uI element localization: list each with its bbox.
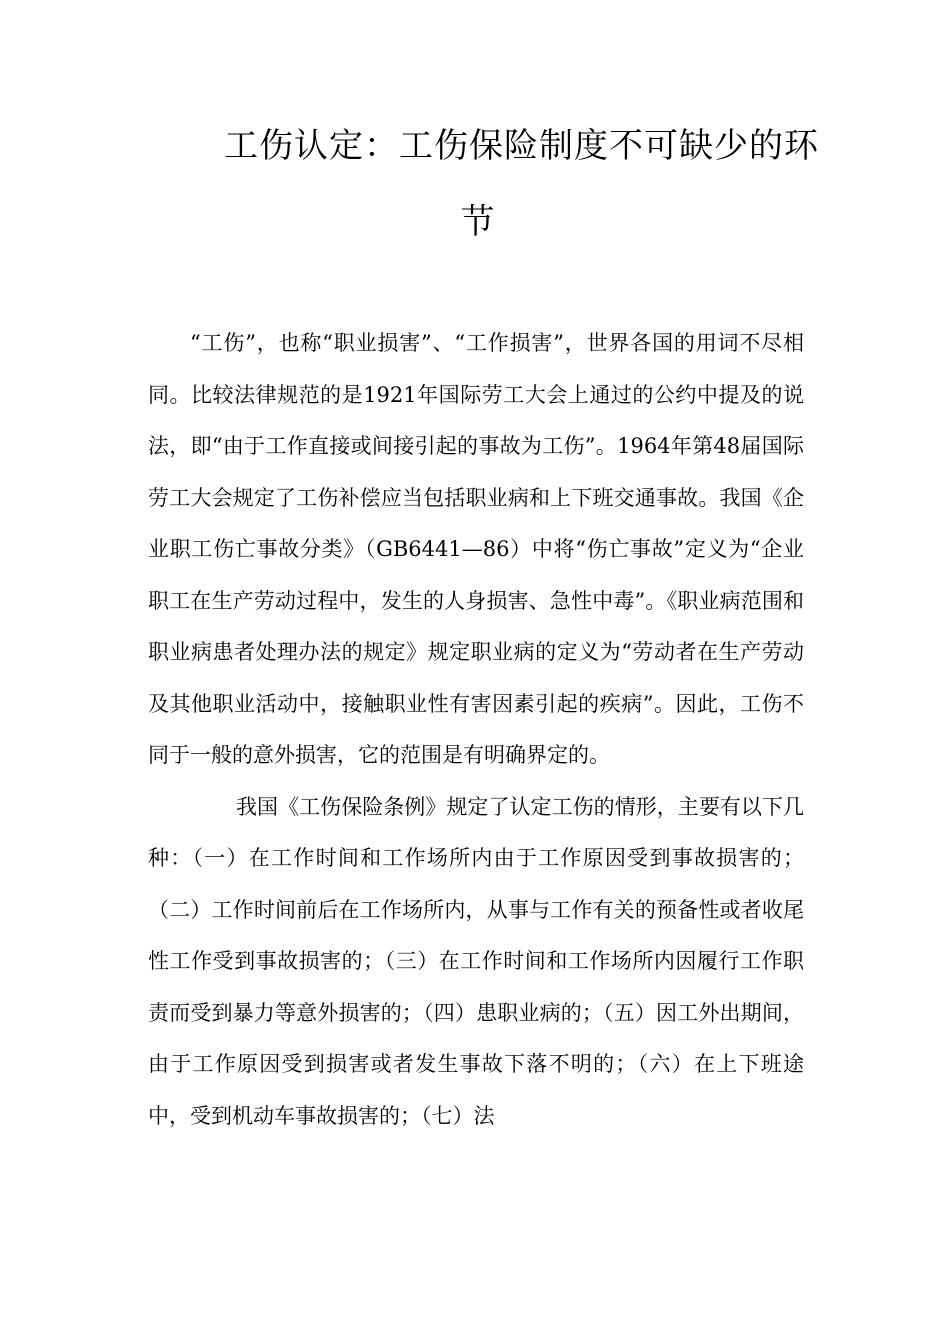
paragraph-work-injury-regulations: 我国《工伤保险条例》规定了认定工伤的情形，主要有以下几种：（一）在工作时间和工作场所内由于工作原因受到事故损害的；（二）工作时间前后在工作场所内，从事与工作有关的预备性或者收尾性工作受到事故损害的；（三）在工作时间和工作场所内因履行工作职责而受到暴力等意外损害的；（四）患职业病的；（五）因工外出期间，由于工作原因受到损害或者发生事故下落不明的；（六）在上下班途中，受到机动车事故损害的；（七）法	[148, 794, 804, 1128]
title-line-1: 工伤认定：工伤保险制度不可缺少的环	[224, 126, 819, 166]
document-title	[148, 108, 819, 260]
paragraph-work-injury-definition: “工伤”，也称“职业损害”、“工作损害”，世界各国的用词不尽相同。比较法律规范的是1921年国际劳工大会上通过的公约中提及的说法，即“由于工作直接或间接引起的事故为工伤”。1964年第48届国际劳工大会规定了工伤补偿应当包括职业病和上下班交通事故。我国《企业职工伤亡事故分类》（GB6441—86）中将“伤亡事故”定义为“企业职工在生产劳动过程中，发生的人身损害、急性中毒”。《职业病范围和职业病患者处理办法的规定》规定职业病的定义为“劳动者在生产劳动及其他职业活动中，接触职业性有害因素引起的疾病”。因此，工伤不同于一般的意外损害，它的范围是有明确界定的。	[148, 331, 804, 767]
title-line-2: 节	[460, 202, 496, 242]
document-body	[148, 318, 804, 1142]
